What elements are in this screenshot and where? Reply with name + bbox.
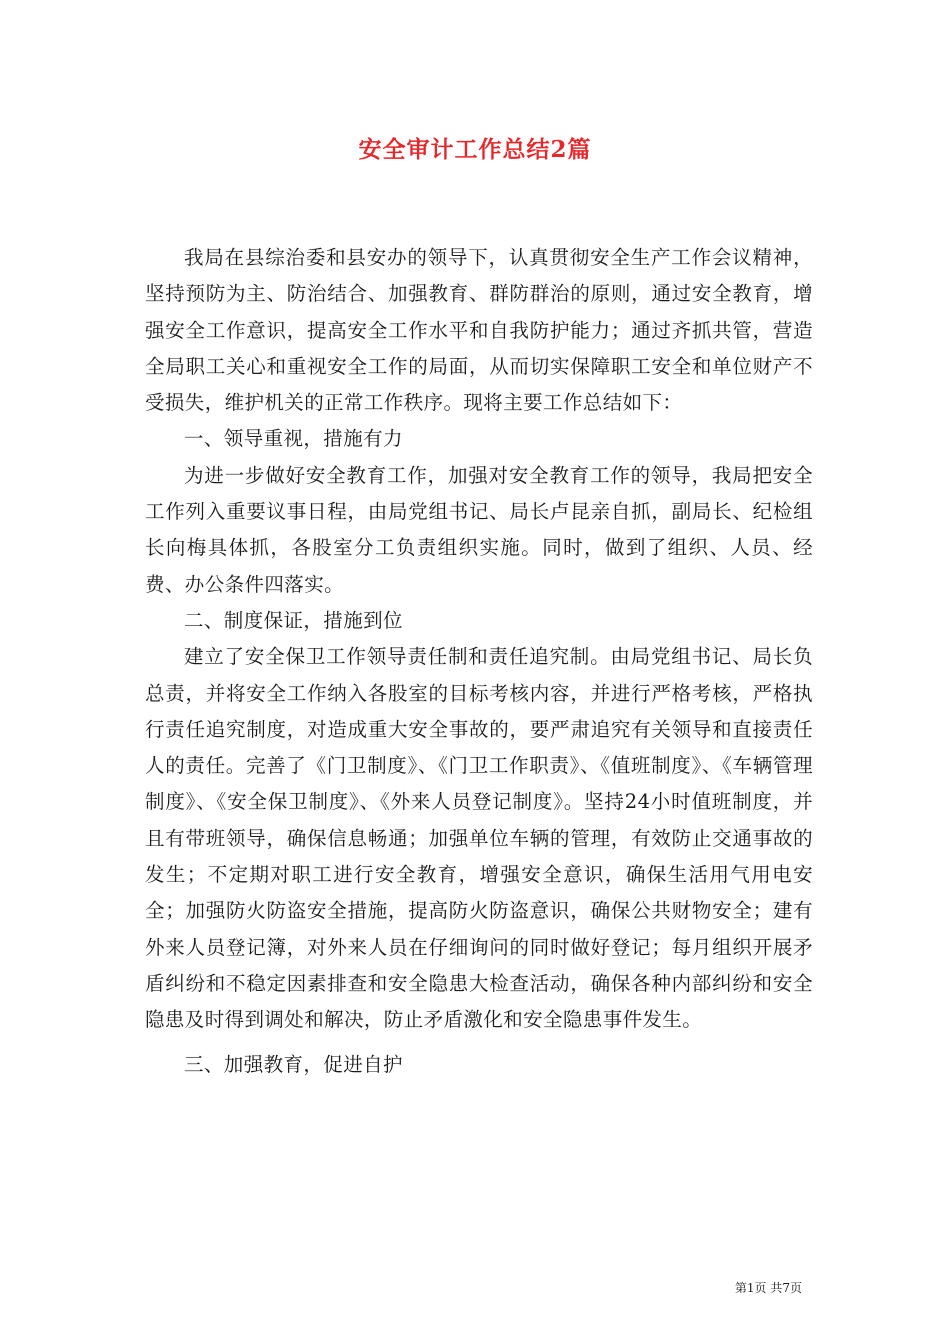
section-heading-1: 一、领导重视，措施有力 <box>184 427 403 451</box>
section-2-paragraph: 建立了安全保卫工作领导责任制和责任追究制。由局党组书记、局长负总责，并将安全工作纳入各股室的目标考核内容，并进行严格考核，严格执行责任追究制度，对造成重大安全事故的，要严肃追究有关领导和直接责任人的责任。完善了《门卫制度》、《门卫工作职责》、《值班制度》、《车辆管理制度》、《安全保卫制度》、《外来人员登记制度》。坚持24小时值班制度，并且有带班领导，确保信息畅通；加强单位车辆的管理，有效防止交通事故的发生；不定期对职工进行安全教育，增强安全意识，确保生活用气用电安全；加强防火防盗安全措施，提高防火防盗意识，确保公共财物安全；建有外来人员登记簿，对外来人员在仔细询问的同时做好登记；每月组织开展矛盾纠纷和不稳定因素排查和安全隐患大检查活动，确保各种内部纠纷和安全隐患及时得到调处和解决，防止矛盾激化和安全隐患事件发生。 <box>145 645 813 1032</box>
document-body <box>145 240 813 1083</box>
section-1-paragraph: 为进一步做好安全教育工作，加强对安全教育工作的领导，我局把安全工作列入重要议事日程，由局党组书记、局长卢昆亲自抓，副局长、纪检组长向梅具体抓，各股室分工负责组织实施。同时，做到了组织、人员、经费、办公条件四落实。 <box>145 463 813 596</box>
intro-paragraph: 我局在县综治委和县安办的领导下，认真贯彻安全生产工作会议精神，坚持预防为主、防治结合、加强教育、群防群治的原则，通过安全教育，增强安全工作意识，提高安全工作水平和自我防护能力；通过齐抓共管，营造全局职工关心和重视安全工作的局面，从而切实保障职工安全和单位财产不受损失，维护机关的正常工作秩序。现将主要工作总结如下： <box>145 246 813 415</box>
document-title: 安全审计工作总结2篇 <box>358 136 592 163</box>
section-heading-3: 三、加强教育，促进自护 <box>184 1052 403 1076</box>
page-number: 第1页 共7页 <box>734 1281 802 1295</box>
section-heading-2: 二、制度保证，措施到位 <box>184 608 403 632</box>
